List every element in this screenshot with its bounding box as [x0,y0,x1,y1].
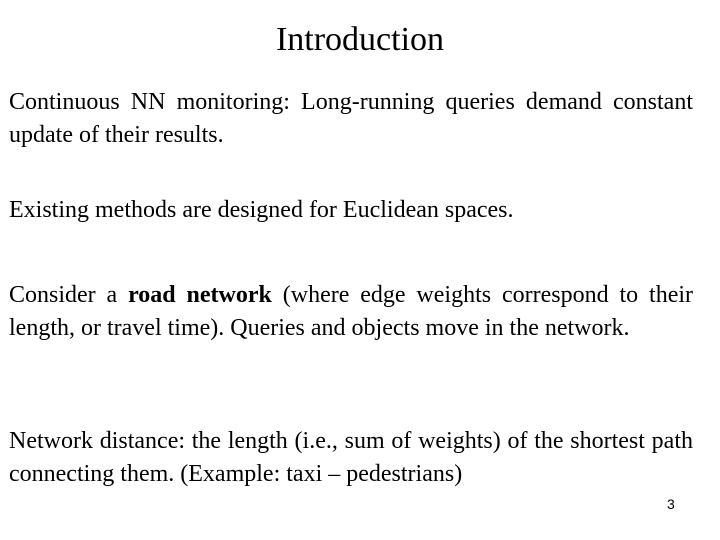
slide-title: Introduction [275,21,445,58]
paragraph-road-network [9,279,693,345]
road-network-emphasis: road network [128,282,272,308]
paragraph-continuous-nn-monitoring: Continuous NN monitoring: Long-running queries demand constant update of their results. [9,89,693,148]
road-network-text-after: (where edge weights correspond to their length, or travel time). Queries and objects move in the network. [9,282,694,341]
paragraph-existing-methods: Existing methods are designed for Euclidean spaces. [9,197,514,223]
page-number: 3 [667,496,675,512]
road-network-text-before: Consider a [9,282,129,308]
paragraph-network-distance: Network distance: the length (i.e., sum of weights) of the shortest path connecting them. (Example: taxi – pedestrians) [9,428,693,487]
